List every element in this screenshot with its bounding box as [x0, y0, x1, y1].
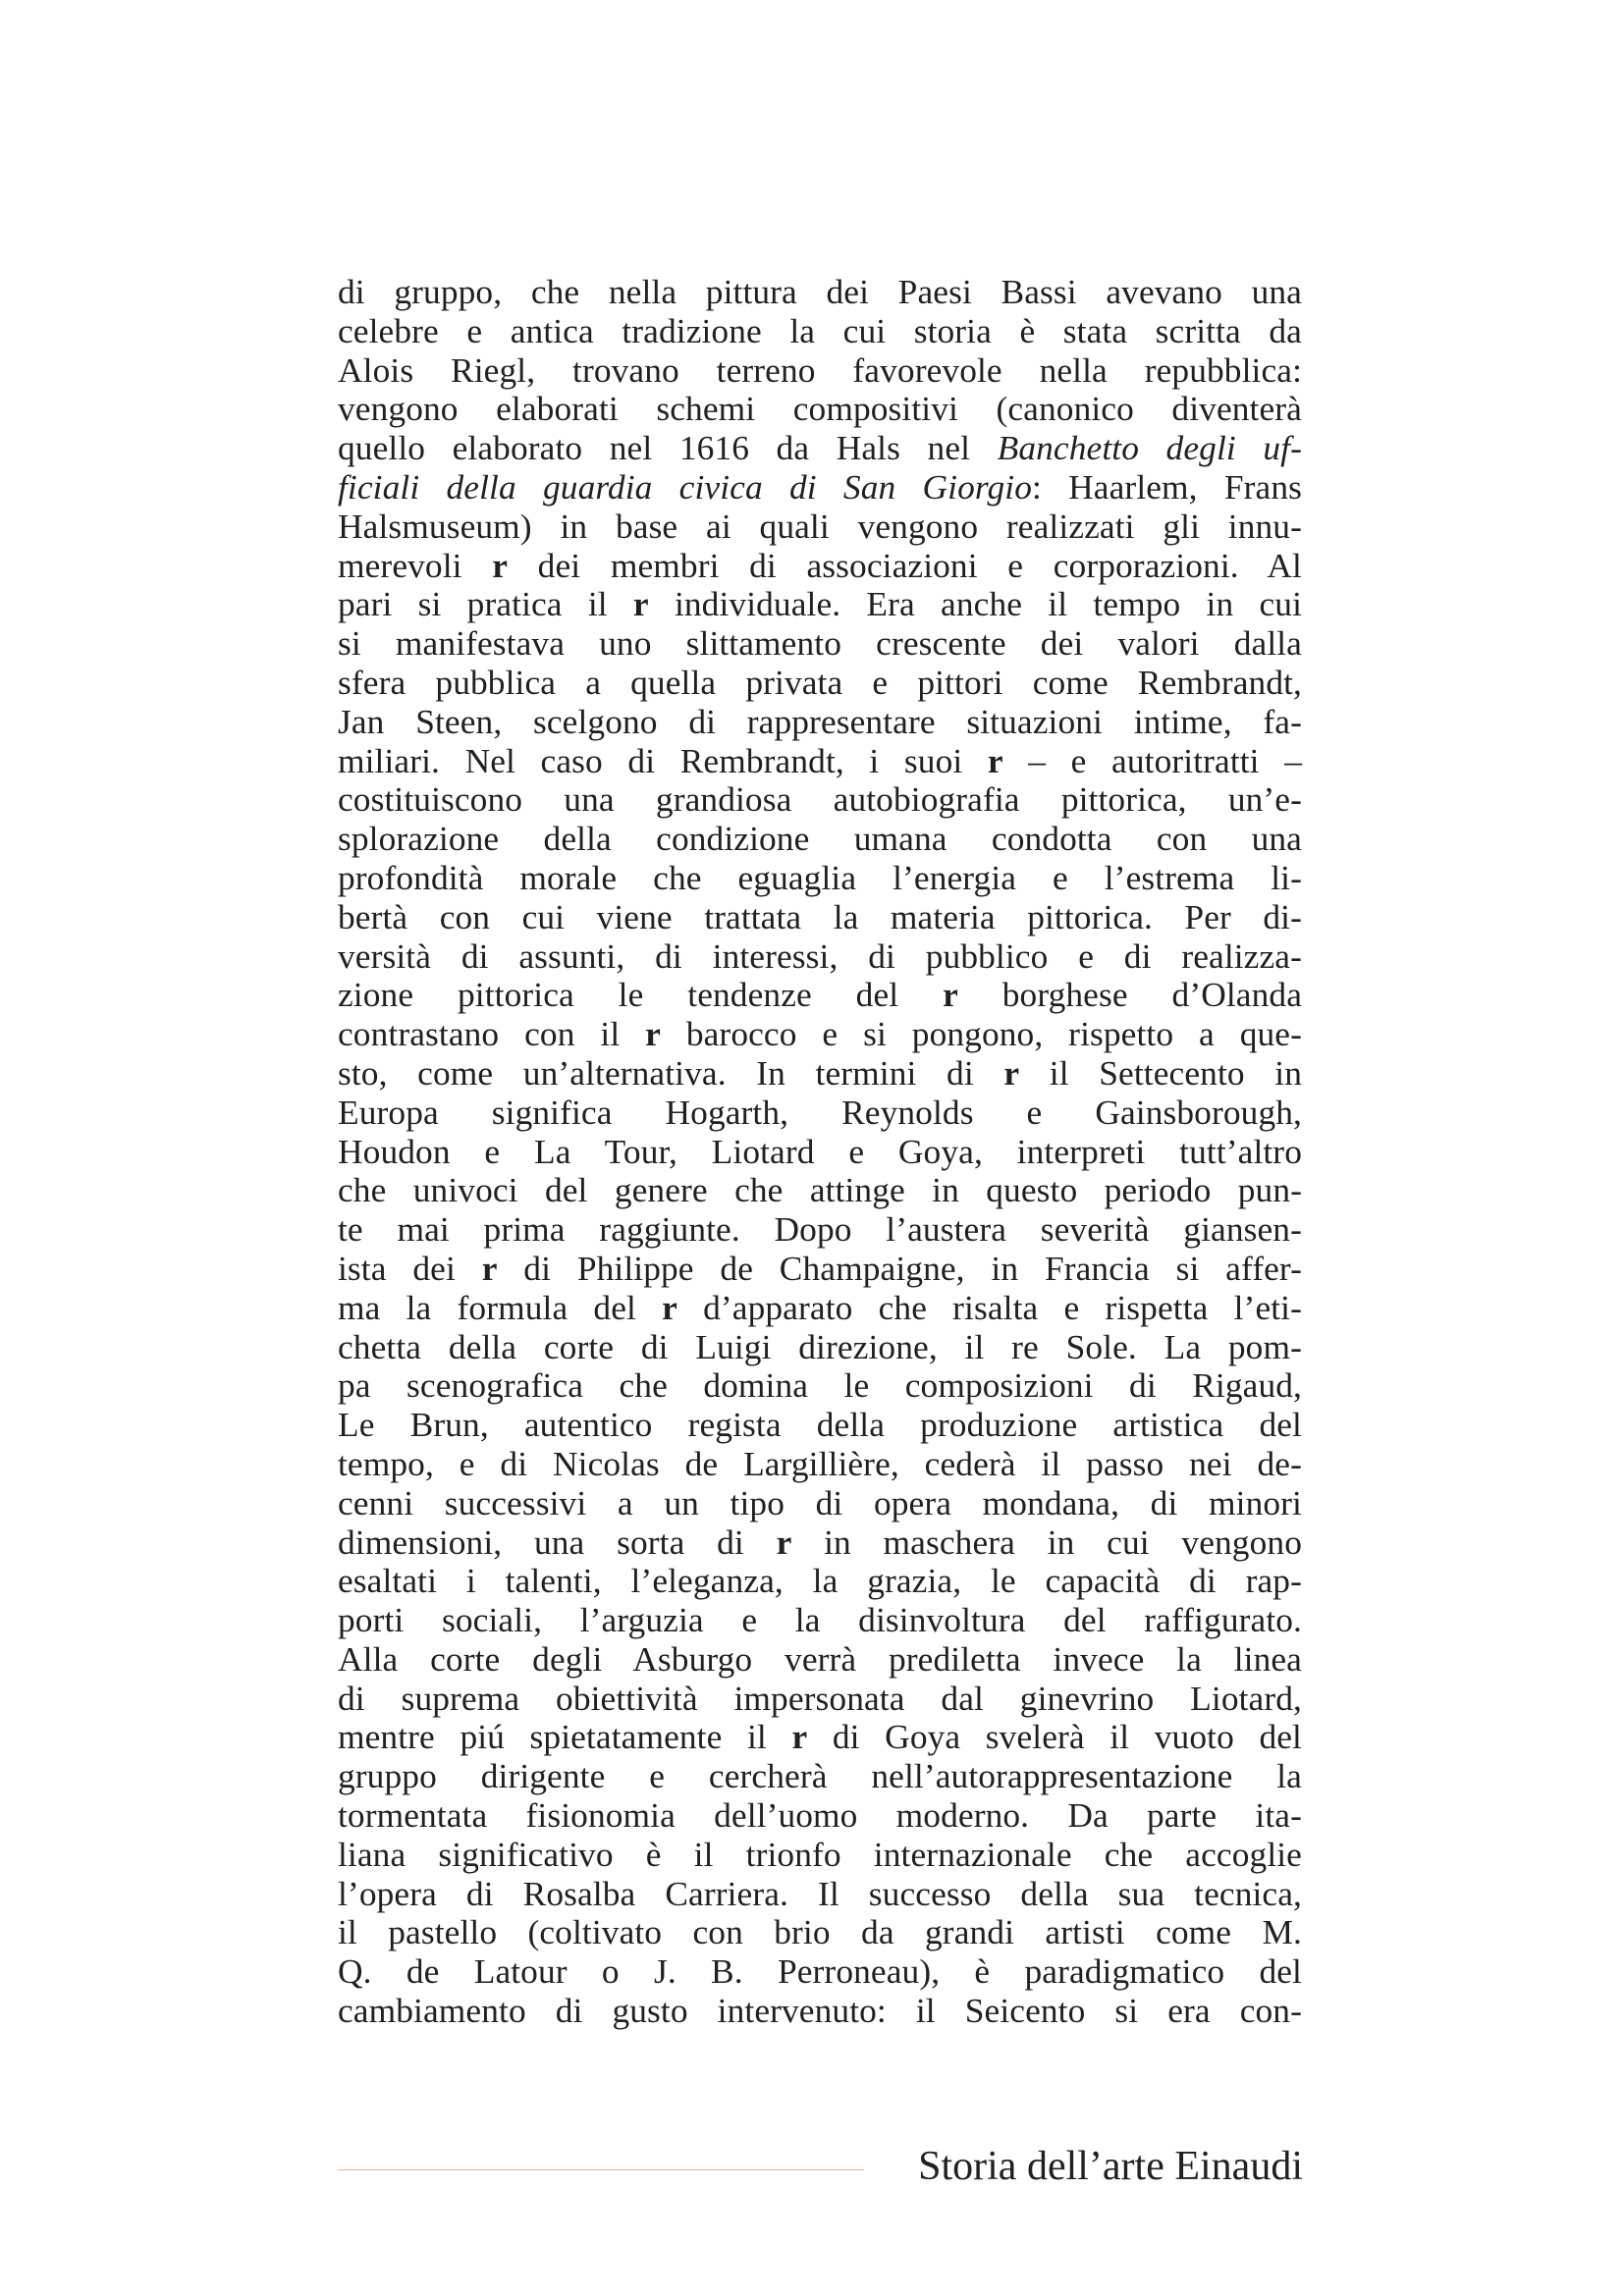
entry-abbreviation: r — [645, 1014, 661, 1054]
text-run: Halsmuseum) in base ai quali vengono realizzati gli innu- — [338, 506, 1302, 546]
text-run: splorazione della condizione umana condotta con una — [338, 819, 1302, 859]
text-line — [338, 1952, 1302, 1992]
text-line — [338, 507, 1302, 547]
text-run: tempo, e di Nicolas de Largillière, cederà il passo nei de- — [338, 1443, 1302, 1483]
text-line — [338, 312, 1302, 351]
text-run: : Haarlem, Frans — [1032, 466, 1302, 507]
entry-abbreviation: r — [492, 545, 509, 585]
text-line — [338, 937, 1302, 977]
entry-abbreviation: r — [791, 1717, 808, 1757]
text-run: individuale. Era anche il tempo in cui — [648, 584, 1303, 624]
text-line — [338, 1796, 1302, 1836]
text-run: che univoci del genere che attinge in questo periodo pun- — [338, 1170, 1302, 1210]
artwork-title: Banchetto degli uf- — [997, 428, 1302, 468]
text-line — [338, 1094, 1302, 1133]
text-run: cambiamento di gusto intervenuto: il Seicento si era con- — [338, 1991, 1302, 2031]
artwork-title: ficiali della guardia civica di San Giorgio — [338, 466, 1032, 507]
entry-abbreviation: r — [987, 740, 1003, 780]
text-run: l’opera di Rosalba Carriera. Il successo della sua tecnica, — [338, 1873, 1302, 1913]
text-line — [338, 1015, 1302, 1054]
text-run: in maschera in cui vengono — [791, 1522, 1302, 1562]
entry-abbreviation: r — [1003, 1052, 1020, 1093]
text-run: liana significativo è il trionfo internazionale che accoglie — [338, 1834, 1302, 1874]
text-run: te mai prima raggiunte. Dopo l’austera severità giansen- — [338, 1209, 1302, 1250]
text-run: Q. de Latour o J. B. Perroneau), è paradigmatico del — [338, 1951, 1302, 1992]
text-run: di Philippe de Champaigne, in Francia si affer- — [497, 1248, 1302, 1288]
text-line — [338, 1250, 1302, 1289]
text-line — [338, 429, 1302, 468]
entry-abbreviation: r — [943, 975, 958, 1015]
text-run: esaltati i talenti, l’eleganza, la grazia, le capacità di rap- — [338, 1561, 1302, 1601]
text-run: profondità morale che eguaglia l’energia e l’estrema li- — [338, 857, 1302, 897]
text-run: Le Brun, autentico regista della produzione artistica del — [338, 1405, 1302, 1445]
text-line — [338, 703, 1302, 742]
text-line — [338, 1718, 1302, 1757]
text-run: sfera pubblica a quella privata e pittori come Rembrandt, — [338, 662, 1302, 702]
text-line — [338, 1562, 1302, 1601]
text-run: cenni successivi a un tipo di opera mondana, di minori — [338, 1482, 1302, 1522]
text-line — [338, 624, 1302, 664]
footer-title: Storia dell’arte Einaudi — [918, 2144, 1303, 2189]
text-line — [338, 468, 1302, 507]
text-line — [338, 547, 1302, 586]
text-run: merevoli — [338, 545, 493, 585]
text-line — [338, 1875, 1302, 1914]
text-run: costituiscono una grandiosa autobiografia pittorica, un’e- — [338, 779, 1302, 820]
text-line — [338, 780, 1302, 820]
text-run: ista dei — [338, 1248, 482, 1288]
text-line — [338, 585, 1302, 624]
text-line — [338, 1680, 1302, 1719]
text-line — [338, 664, 1302, 703]
text-run: mentre piú spietatamente il — [338, 1717, 792, 1757]
text-run: Europa significa Hogarth, Reynolds e Gainsborough, — [338, 1092, 1302, 1132]
text-line — [338, 1913, 1302, 1952]
text-line — [338, 1445, 1302, 1484]
text-run: – e autoritratti – — [1002, 740, 1302, 780]
text-line — [338, 390, 1302, 429]
text-line — [338, 1523, 1302, 1563]
text-line — [338, 898, 1302, 937]
entry-abbreviation: r — [632, 584, 649, 624]
text-run: il Settecento in — [1019, 1052, 1303, 1093]
footer-rule — [338, 2169, 864, 2170]
text-run: contrastano con il — [338, 1014, 646, 1054]
text-run: si manifestava uno slittamento crescente dei valori dalla — [338, 623, 1302, 664]
text-run: zione pittorica le tendenze del — [338, 975, 944, 1015]
text-line — [338, 351, 1302, 391]
text-line — [338, 1133, 1302, 1172]
text-run: Alois Riegl, trovano terreno favorevole nella repubblica: — [338, 349, 1302, 390]
text-line — [338, 1289, 1302, 1328]
text-run: d’apparato che risalta e rispetta l’eti- — [676, 1287, 1302, 1327]
text-line — [338, 1328, 1302, 1367]
entry-abbreviation: r — [776, 1522, 792, 1562]
body-text — [338, 273, 1302, 2031]
text-run: Houdon e La Tour, Liotard e Goya, interpreti tutt’altro — [338, 1131, 1302, 1171]
text-run: versità di assunti, di interessi, di pubblico e di realizza- — [338, 935, 1302, 976]
text-run: barocco e si pongono, rispetto a que- — [660, 1014, 1302, 1054]
text-run: sto, come un’alternativa. In termini di — [338, 1052, 1004, 1093]
entry-abbreviation: r — [481, 1248, 498, 1288]
text-run: dei membri di associazioni e corporazioni. Al — [508, 545, 1302, 585]
entry-abbreviation: r — [662, 1287, 677, 1327]
text-run: Jan Steen, scelgono di rappresentare situazioni intime, fa- — [338, 701, 1302, 741]
text-line — [338, 1601, 1302, 1640]
text-run: borghese d’Olanda — [957, 975, 1302, 1015]
text-line — [338, 976, 1302, 1015]
text-run: chetta della corte di Luigi direzione, il re Sole. La pom- — [338, 1326, 1302, 1366]
text-run: gruppo dirigente e cercherà nell’autorappresentazione la — [338, 1756, 1302, 1796]
text-run: quello elaborato nel 1616 da Hals nel — [338, 428, 998, 468]
text-line — [338, 859, 1302, 898]
text-run: pari si pratica il — [338, 584, 633, 624]
text-line — [338, 1992, 1302, 2031]
text-line — [338, 1366, 1302, 1406]
text-run: il pastello (coltivato con brio da grandi artisti come M. — [338, 1912, 1302, 1952]
text-line — [338, 1484, 1302, 1523]
text-line — [338, 273, 1302, 312]
text-run: dimensioni, una sorta di — [338, 1522, 777, 1562]
text-line — [338, 1836, 1302, 1875]
text-run: miliari. Nel caso di Rembrandt, i suoi — [338, 740, 988, 780]
text-line — [338, 1054, 1302, 1094]
text-line — [338, 1757, 1302, 1796]
text-run: di suprema obiettività impersonata dal ginevrino Liotard, — [338, 1678, 1302, 1718]
text-run: tormentata fisionomia dell’uomo moderno. Da parte ita- — [338, 1795, 1302, 1836]
text-line — [338, 1406, 1302, 1445]
text-run: porti sociali, l’arguzia e la disinvoltura del raffigurato. — [338, 1600, 1302, 1640]
text-line — [338, 1210, 1302, 1250]
text-run: celebre e antica tradizione la cui storia è stata scritta da — [338, 310, 1302, 350]
text-run: bertà con cui viene trattata la materia pittorica. Per di- — [338, 896, 1302, 936]
text-run: pa scenografica che domina le composizioni di Rigaud, — [338, 1365, 1302, 1406]
text-line — [338, 1640, 1302, 1680]
text-run: vengono elaborati schemi compositivi (canonico diventerà — [338, 389, 1302, 429]
text-run: ma la formula del — [338, 1287, 663, 1327]
text-line — [338, 742, 1302, 781]
text-line — [338, 1171, 1302, 1210]
text-run: Alla corte degli Asburgo verrà prediletta invece la linea — [338, 1638, 1302, 1679]
text-run: di gruppo, che nella pittura dei Paesi Bassi avevano una — [338, 272, 1302, 311]
text-run: di Goya svelerà il vuoto del — [807, 1717, 1302, 1757]
text-line — [338, 820, 1302, 859]
